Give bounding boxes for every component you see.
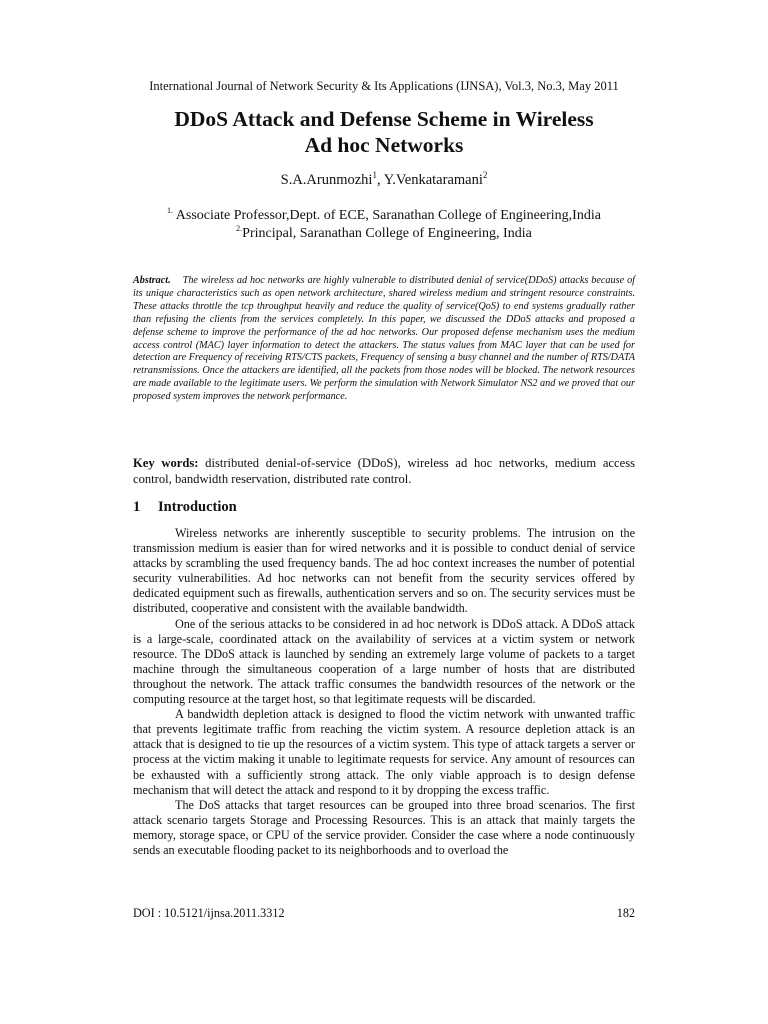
affiliations <box>0 207 768 243</box>
author-list <box>0 172 768 189</box>
paragraph: The DoS attacks that target resources can be grouped into three broad scenarios. The first attack scenario targets Storage and Processing Resources. This is an attack that mainly targets the memory, storage space, or CPU of the service provider. Consider the case where a node continuously sends an executable flooding packet to its neighborhoods and to overload the <box>133 797 635 857</box>
section-heading-introduction <box>133 499 237 516</box>
paragraph: Wireless networks are inherently susceptible to security problems. The intrusion on the transmission medium is easier than for wired networks and it is possible to conduct denial of service attacks by scrambling the used frequency bands. The ad hoc context increases the number of potential security vulnerabilities. Ad hoc networks can not benefit from the security services offered by dedicated equipment such as firewalls, authentication servers and so on. The security services must be distributed, cooperative and consistent with the available bandwidth. <box>133 526 635 616</box>
author-2: Y.Venkataramani <box>383 172 483 188</box>
keywords-label: Key words: <box>133 456 199 470</box>
section-number: 1 <box>133 499 141 515</box>
author-1-affiliation-mark: 1 <box>372 170 377 180</box>
affiliation-2 <box>0 225 768 243</box>
keywords <box>133 455 635 487</box>
affiliation-1 <box>0 207 768 225</box>
abstract-text: The wireless ad hoc networks are highly vulnerable to distributed denial of service(DDoS) attacks because of its unique characteristics such as open network architecture, shared wireless medium and stringent resource constraints. These attacks throttle the tcp throughput heavily and reduce the quality of service(QoS) to end systems gradually rather than refusing the clients from the services completely. In this paper, we discussed the DDoS attacks and proposed a defense scheme to improve the performance of the ad hoc networks. Our proposed defense mechanism uses the medium access control (MAC) layer information to detect the attackers. The status values from MAC layer that can be used for detection are Frequency of receiving RTS/CTS packets, Frequency of sensing a busy channel and the number of RTS/DATA retransmissions. Once the attackers are identified, all the packets from those nodes will be blocked. The network resources are made available to the legitimate users. We perform the simulation with Network Simulator NS2 and we proved that our proposed system improves the network performance. <box>133 275 635 403</box>
affiliation-1-mark: 1. <box>167 206 174 215</box>
abstract-label: Abstract. <box>133 275 171 286</box>
section-title: Introduction <box>158 499 237 515</box>
author-separator: , <box>376 172 384 188</box>
affiliation-2-text: Principal, Saranathan College of Engineering, India <box>242 226 532 241</box>
paragraph: One of the serious attacks to be considered in ad hoc network is DDoS attack. A DDoS attack is a large-scale, coordinated attack on the availability of services at a victim system or network resource. The DDoS attack is launched by sending an extremely large volume of packets to a target machine through the simultaneous cooperation of a large number of hosts that are distributed throughout the network. The attack traffic consumes the bandwidth resources of the network or the computing resource at the target host, so that legitimate requests will be discarded. <box>133 616 635 707</box>
footer-page-number: 182 <box>616 906 635 920</box>
author-2-affiliation-mark: 2 <box>482 170 488 180</box>
paper-title-line-1: DDoS Attack and Defense Scheme in Wireless <box>174 107 594 131</box>
paper-title-line-2: Ad hoc Networks <box>304 133 464 157</box>
footer-doi: DOI : 10.5121/ijnsa.2011.3312 <box>133 906 285 920</box>
paper-title <box>0 106 768 158</box>
affiliation-2-mark: 2. <box>236 224 243 233</box>
introduction-body <box>133 526 635 858</box>
abstract <box>133 275 635 404</box>
author-1: S.A.Arunmozhi <box>280 172 373 188</box>
paragraph: A bandwidth depletion attack is designed to flood the victim network with unwanted traffic that prevents legitimate traffic from reaching the victim system. A resource depletion attack is an attack that is designed to tie up the resources of a victim system. This type of attack targets a server or process at the victim making it unable to legitimate requests for service. Any amount of resources can be exhausted with a sufficiently strong attack. The only viable approach is to design defense mechanism that will detect the attack and respond to it by dropping the excess traffic. <box>133 707 635 797</box>
journal-header: International Journal of Network Security & Its Applications (IJNSA), Vol.3, No.3, May 2011 <box>149 79 619 93</box>
keywords-text: distributed denial-of-service (DDoS), wireless ad hoc networks, medium access control, bandwidth reservation, distributed rate control. <box>133 456 635 486</box>
affiliation-1-text: Associate Professor,Dept. of ECE, Saranathan College of Engineering,India <box>173 208 601 223</box>
